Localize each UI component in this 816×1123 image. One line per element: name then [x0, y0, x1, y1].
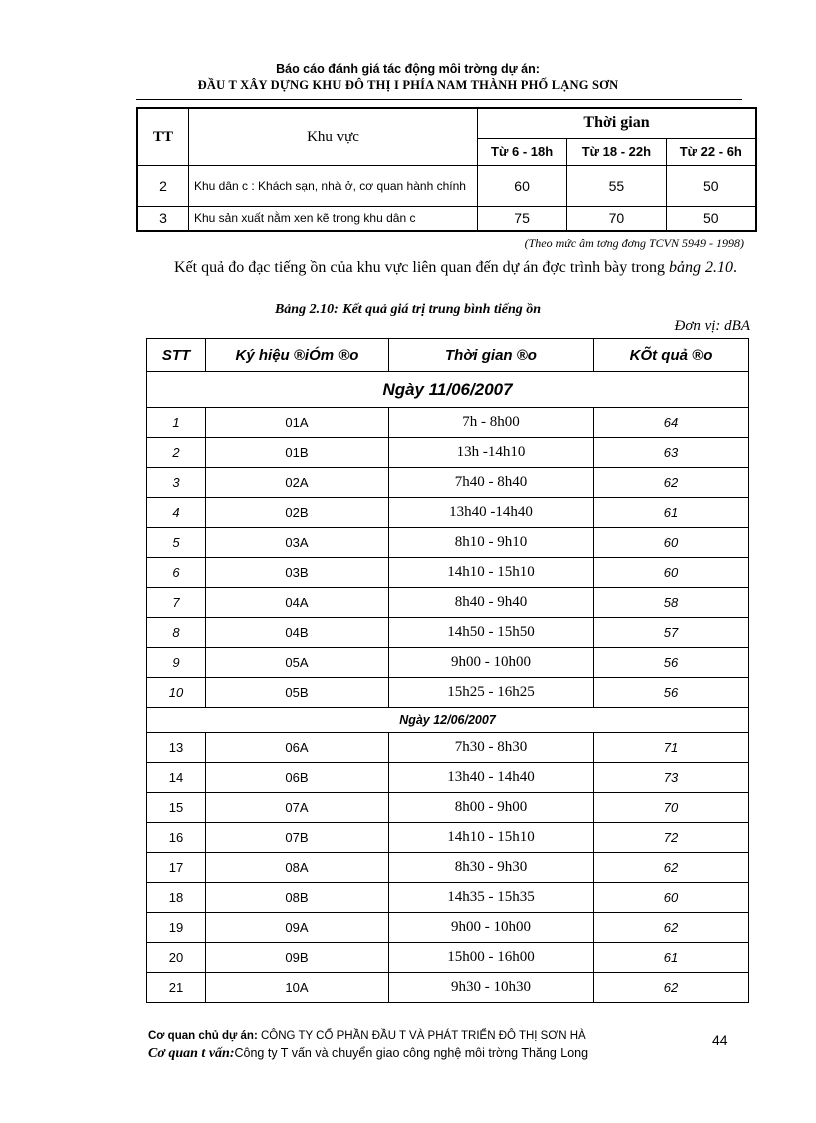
cell-result: 58 [594, 588, 749, 618]
cell-result: 60 [594, 528, 749, 558]
cell-time: 14h35 - 15h35 [389, 883, 594, 913]
cell-time: 15h25 - 16h25 [389, 678, 594, 708]
cell-stt: 15 [147, 793, 206, 823]
table-row [147, 823, 749, 853]
cell-code: 02B [206, 498, 389, 528]
header-divider [136, 99, 742, 100]
report-title: Báo cáo đánh giá tác động môi trờng dự án: [276, 62, 540, 76]
cell-code: 06A [206, 733, 389, 763]
table-row [147, 648, 749, 678]
cell-time: 9h30 - 10h30 [389, 973, 594, 1003]
cell-value: 50 [666, 207, 756, 231]
cell-value: 55 [567, 166, 666, 207]
cell-result: 56 [594, 678, 749, 708]
cell-time: 13h40 -14h40 [389, 498, 594, 528]
cell-value: 70 [567, 207, 666, 231]
col-header-result: KÕt quả ®o [594, 339, 749, 372]
footer-consultant [148, 1046, 588, 1062]
cell-stt: 5 [147, 528, 206, 558]
cell-stt: 17 [147, 853, 206, 883]
cell-result: 72 [594, 823, 749, 853]
table-row [147, 678, 749, 708]
cell-code: 01A [206, 408, 389, 438]
cell-stt: 21 [147, 973, 206, 1003]
cell-code: 03A [206, 528, 389, 558]
col-time-header: Thời gian [478, 108, 757, 138]
cell-stt: 8 [147, 618, 206, 648]
cell-time: 8h10 - 9h10 [389, 528, 594, 558]
cell-code: 03B [206, 558, 389, 588]
col-header-time: Thời gian ®o [389, 339, 594, 372]
table-caption: Bảng 2.10: Kết quả giá trị trung bình tiếng ồn [274, 302, 542, 317]
table-row [137, 207, 756, 231]
table-row [147, 883, 749, 913]
cell-code: 02A [206, 468, 389, 498]
cell-code: 08B [206, 883, 389, 913]
table-row [147, 733, 749, 763]
cell-stt: 14 [147, 763, 206, 793]
cell-stt: 7 [147, 588, 206, 618]
cell-stt: 2 [147, 438, 206, 468]
cell-stt: 19 [147, 913, 206, 943]
table-row [147, 468, 749, 498]
cell-time: 14h50 - 15h50 [389, 618, 594, 648]
col-header-stt: STT [147, 339, 206, 372]
cell-result: 73 [594, 763, 749, 793]
cell-time: 15h00 - 16h00 [389, 943, 594, 973]
table-row [147, 498, 749, 528]
cell-time: 13h -14h10 [389, 438, 594, 468]
col-tt-header: TT [137, 108, 189, 166]
cell-stt: 9 [147, 648, 206, 678]
unit-label: Đơn vị: dBA [674, 318, 750, 334]
date-row [147, 372, 749, 408]
cell-result: 61 [594, 498, 749, 528]
noise-results-table [146, 338, 749, 1003]
cell-code: 09A [206, 913, 389, 943]
cell-time: 7h - 8h00 [389, 408, 594, 438]
cell-stt: 10 [147, 678, 206, 708]
cell-area: Khu dân c : Khách sạn, nhà ở, cơ quan hành chính [189, 166, 478, 207]
table-reference: bảng 2.10 [669, 259, 733, 276]
cell-time: 8h00 - 9h00 [389, 793, 594, 823]
paragraph-text: Kết quả đo đạc tiếng ồn của khu vực liên quan đến dự án đợc trình bày trong [174, 259, 669, 276]
cell-time: 8h30 - 9h30 [389, 853, 594, 883]
standard-note: (Theo mức âm tơng đơng TCVN 5949 - 1998) [524, 236, 744, 250]
cell-code: 07B [206, 823, 389, 853]
cell-tt: 2 [137, 166, 189, 207]
cell-code: 04B [206, 618, 389, 648]
cell-stt: 20 [147, 943, 206, 973]
cell-result: 56 [594, 648, 749, 678]
table-row [147, 913, 749, 943]
cell-stt: 16 [147, 823, 206, 853]
sub-header: Từ 18 - 22h [567, 138, 666, 165]
cell-result: 62 [594, 853, 749, 883]
project-title: ĐẦU T XÂY DỰNG KHU ĐÔ THỊ I PHÍA NAM THÀNH PHỐ LẠNG SƠN [197, 78, 619, 92]
table-row [137, 166, 756, 207]
owner-value: CÔNG TY CỔ PHẦN ĐẦU T VÀ PHÁT TRIỂN ĐÔ THỊ SƠN HÀ [260, 1030, 586, 1042]
cell-result: 70 [594, 793, 749, 823]
cell-stt: 6 [147, 558, 206, 588]
cell-time: 7h30 - 8h30 [389, 733, 594, 763]
cell-code: 01B [206, 438, 389, 468]
page-number: 44 [712, 1032, 728, 1048]
cell-time: 9h00 - 10h00 [389, 648, 594, 678]
cell-result: 64 [594, 408, 749, 438]
table-row [147, 558, 749, 588]
cell-area: Khu sản xuất nằm xen kẽ trong khu dân c [189, 207, 478, 231]
consultant-value: Công ty T vấn và chuyển giao công nghệ môi trờng Thăng Long [234, 1046, 589, 1060]
date-row [147, 708, 749, 733]
cell-result: 57 [594, 618, 749, 648]
cell-code: 08A [206, 853, 389, 883]
table-row [147, 438, 749, 468]
col-area-header: Khu vực [189, 108, 478, 166]
cell-result: 62 [594, 973, 749, 1003]
cell-result: 63 [594, 438, 749, 468]
cell-value: 75 [478, 207, 567, 231]
consultant-label: Cơ quan t vấn: [148, 1046, 235, 1061]
cell-code: 10A [206, 973, 389, 1003]
cell-time: 8h40 - 9h40 [389, 588, 594, 618]
owner-label: Cơ quan chủ dự án: [148, 1030, 258, 1042]
cell-time: 14h10 - 15h10 [389, 558, 594, 588]
cell-result: 60 [594, 883, 749, 913]
cell-time: 7h40 - 8h40 [389, 468, 594, 498]
cell-value: 50 [666, 166, 756, 207]
cell-stt: 4 [147, 498, 206, 528]
cell-code: 04A [206, 588, 389, 618]
cell-stt: 1 [147, 408, 206, 438]
cell-tt: 3 [137, 207, 189, 231]
table-row [147, 528, 749, 558]
body-paragraph [136, 257, 746, 278]
cell-value: 60 [478, 166, 567, 207]
date-label: Ngày 12/06/2007 [147, 708, 749, 733]
paragraph-end: . [733, 259, 737, 276]
table-row [147, 943, 749, 973]
cell-code: 05A [206, 648, 389, 678]
noise-standard-table [136, 107, 757, 232]
table-row [147, 973, 749, 1003]
cell-result: 62 [594, 913, 749, 943]
cell-code: 06B [206, 763, 389, 793]
cell-stt: 13 [147, 733, 206, 763]
col-header-code: Ký hiệu ®iÓm ®o [206, 339, 389, 372]
table-row [147, 853, 749, 883]
table-row [147, 763, 749, 793]
cell-code: 05B [206, 678, 389, 708]
footer-owner [148, 1030, 586, 1042]
cell-code: 09B [206, 943, 389, 973]
cell-result: 71 [594, 733, 749, 763]
results-body [147, 372, 749, 1003]
cell-time: 14h10 - 15h10 [389, 823, 594, 853]
date-label: Ngày 11/06/2007 [147, 372, 749, 408]
table-row [147, 618, 749, 648]
cell-time: 13h40 - 14h40 [389, 763, 594, 793]
table-row [147, 408, 749, 438]
cell-stt: 18 [147, 883, 206, 913]
sub-header: Từ 6 - 18h [478, 138, 567, 165]
table-row [147, 588, 749, 618]
table-row [147, 793, 749, 823]
cell-result: 61 [594, 943, 749, 973]
cell-time: 9h00 - 10h00 [389, 913, 594, 943]
cell-code: 07A [206, 793, 389, 823]
sub-header: Từ 22 - 6h [666, 138, 756, 165]
cell-stt: 3 [147, 468, 206, 498]
cell-result: 62 [594, 468, 749, 498]
cell-result: 60 [594, 558, 749, 588]
